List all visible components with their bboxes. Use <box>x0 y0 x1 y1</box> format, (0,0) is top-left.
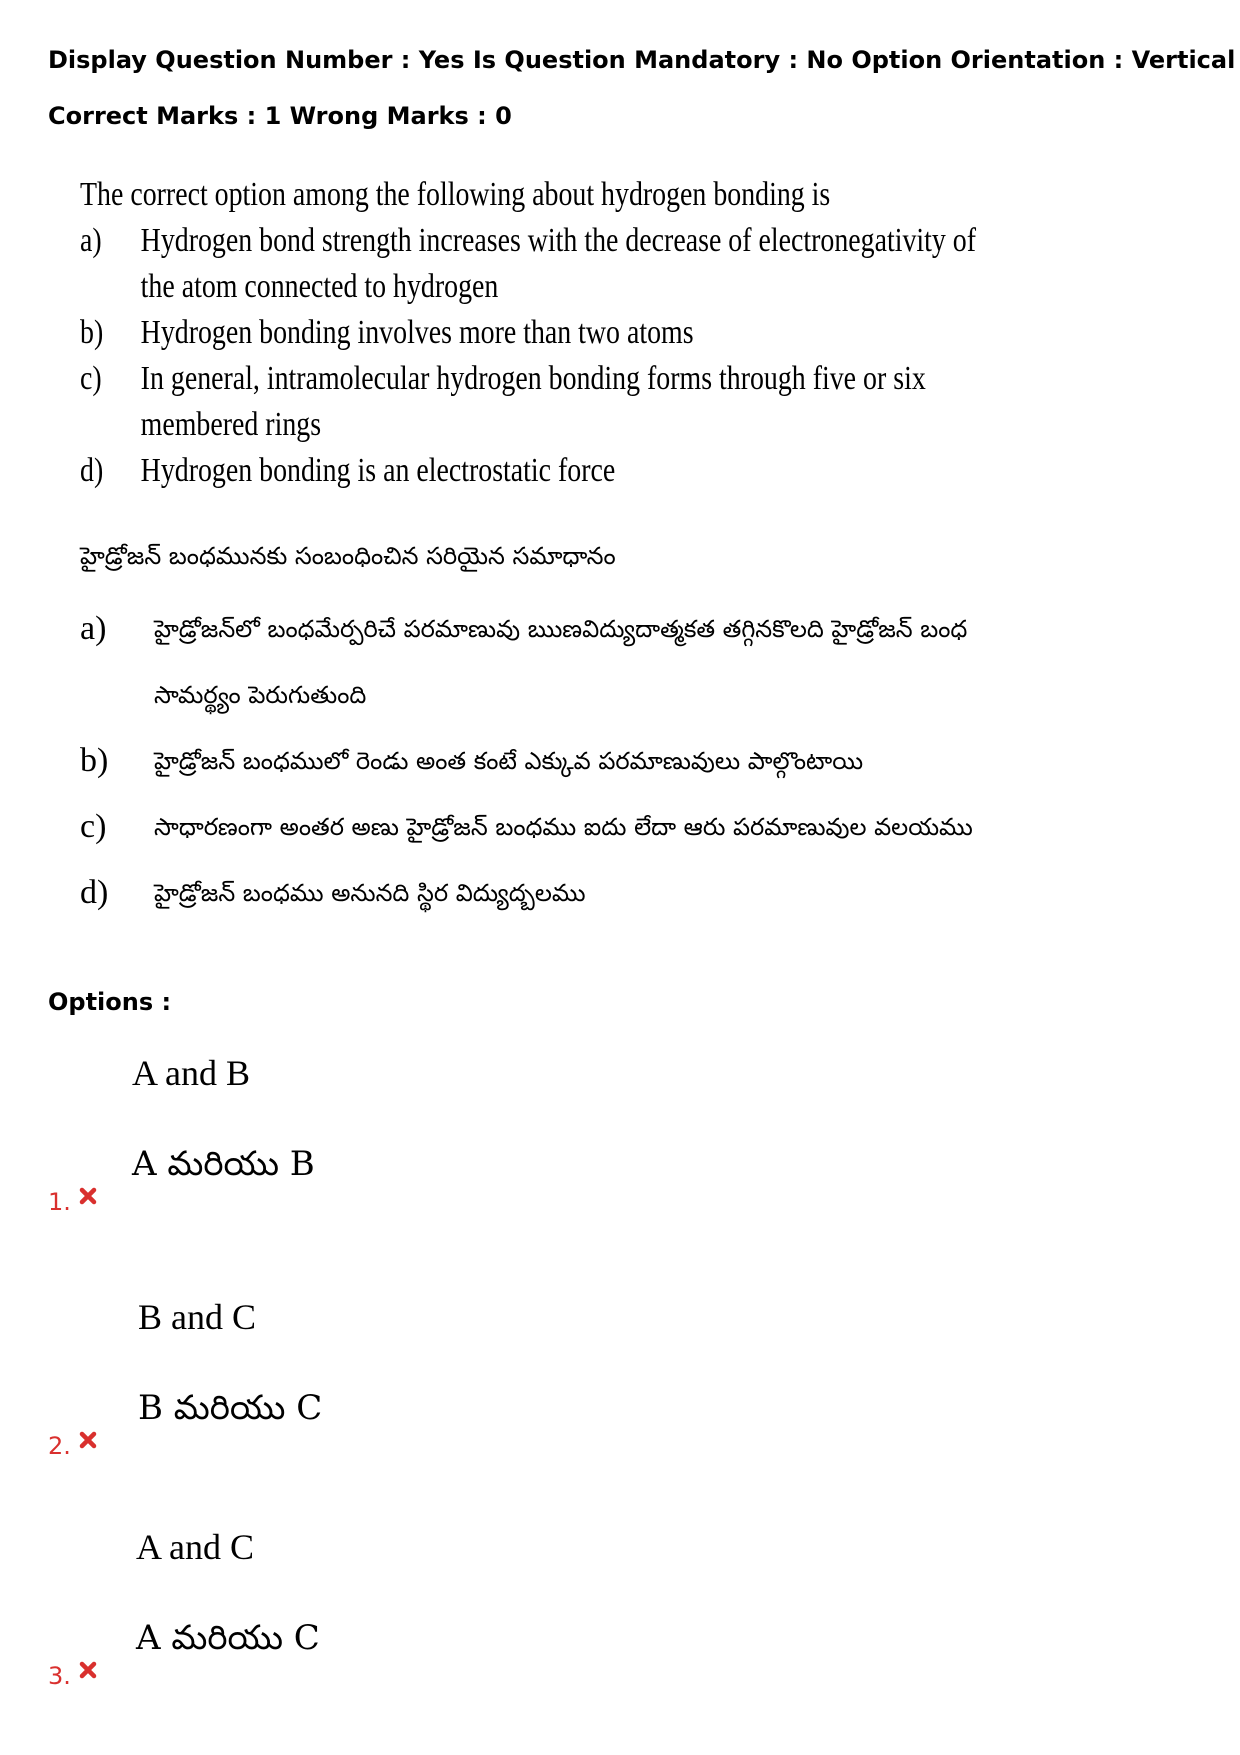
cross-icon <box>78 1186 98 1206</box>
cross-icon <box>78 1660 98 1680</box>
option-number: 2. <box>48 1432 71 1460</box>
item-text: In general, intramolecular hydrogen bonding forms through five or six membered rings <box>140 360 926 443</box>
option-text-english: A and C <box>136 1527 255 1567</box>
question-item-c-telugu <box>80 794 1000 860</box>
item-label: b) <box>80 742 109 779</box>
item-label: a) <box>80 222 102 259</box>
question-meta-line: Display Question Number : Yes Is Question Mandatory : No Option Orientation : Vertical <box>48 46 1236 74</box>
item-text: హైడ్రోజన్ బంధము అనునది స్థిర విద్యుద్బలము <box>154 879 586 907</box>
options-heading: Options : <box>48 988 172 1016</box>
item-label: c) <box>80 808 107 845</box>
option-number: 3. <box>48 1662 71 1690</box>
item-text: హైడ్రోజన్ బంధములో రెండు అంత కంటే ఎక్కువ పరమాణువులు పాల్గొంటాయి <box>154 747 864 775</box>
question-english <box>80 172 980 494</box>
item-label: d) <box>80 874 109 911</box>
question-item-d-telugu <box>80 860 1000 926</box>
option-text-telugu: A మరియు B <box>132 1144 315 1184</box>
marks-meta-line: Correct Marks : 1 Wrong Marks : 0 <box>48 102 512 130</box>
question-item-c <box>80 356 993 448</box>
cross-icon <box>78 1430 98 1450</box>
question-stem-telugu: హైడ్రోజన్ బంధమునకు సంబంధించిన సరియైన సమాధానం <box>80 542 616 570</box>
item-text: హైడ్రోజన్‌లో బంధమేర్పరిచే పరమాణువు ఋణవిద్యుదాత్మకత తగ్గినకొలది హైడ్రోజన్ బంధ సామర్థ్యం పెరుగుతుంది <box>154 615 968 709</box>
option-text-telugu: B మరియు C <box>138 1388 323 1428</box>
item-label: d) <box>80 452 104 489</box>
question-telugu <box>80 534 1000 926</box>
question-item-a <box>80 218 993 310</box>
item-text: Hydrogen bonding is an electrostatic force <box>140 452 616 489</box>
question-item-b-telugu <box>80 728 1000 794</box>
option-1[interactable] <box>48 1052 1188 1252</box>
option-3[interactable] <box>48 1526 1188 1726</box>
item-text: Hydrogen bonding involves more than two atoms <box>140 314 694 351</box>
item-text: సాధారణంగా అంతర అణు హైడ్రోజన్ బంధము ఐదు లేదా ఆరు పరమాణువుల వలయము <box>154 813 973 841</box>
question-item-d <box>80 448 993 494</box>
option-number: 1. <box>48 1188 71 1216</box>
item-label: c) <box>80 360 102 397</box>
option-2[interactable] <box>48 1296 1188 1496</box>
item-label: a) <box>80 610 107 647</box>
option-text-english: A and B <box>132 1053 251 1093</box>
question-item-a-telugu <box>80 596 1000 728</box>
option-text-english: B and C <box>138 1297 257 1337</box>
item-text: Hydrogen bond strength increases with the decrease of electronegativity of the atom connected to hydrogen <box>140 222 977 305</box>
question-stem: The correct option among the following about hydrogen bonding is <box>80 176 831 213</box>
item-label: b) <box>80 314 104 351</box>
question-item-b <box>80 310 993 356</box>
option-text-telugu: A మరియు C <box>136 1618 320 1658</box>
